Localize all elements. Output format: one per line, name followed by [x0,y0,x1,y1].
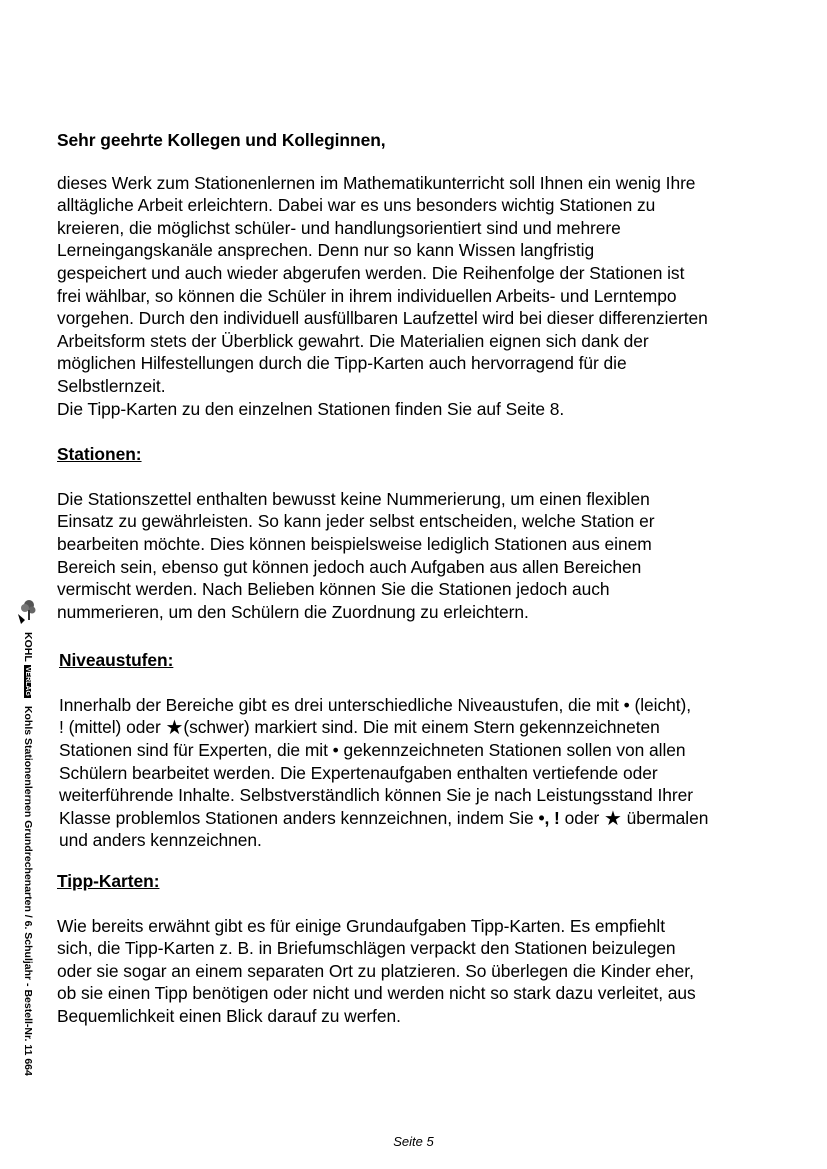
tipp-karten-line: Wie bereits erwähnt gibt es für einige Grundaufgaben Tipp-Karten. Es empfiehlt [57,915,666,936]
text-segment: oder [559,807,604,828]
tipp-karten-line: sich, die Tipp-Karten z. B. in Briefumschlägen verpackt den Stationen beizulegen [57,938,676,959]
publisher-sidebar [14,598,36,1098]
niveaustufen-line: Innerhalb der Bereiche gibt es drei unterschiedliche Niveaustufen, die mit • (leicht), [59,694,692,715]
stationen-line: Bereich sein, ebenso gut können jedoch auch Aufgaben aus allen Bereichen [57,556,642,577]
section-title-tipp-karten: Tipp-Karten: [57,871,160,892]
section-title-stationen: Stationen: [57,444,142,465]
niveaustufen-line [59,716,802,739]
niveaustufen-paragraph [59,694,802,852]
niveaustufen-line: Schülern bearbeitet werden. Die Expertenaufgaben enthalten vertiefende oder [59,762,658,783]
intro-line: Selbstlernzeit. [57,375,166,396]
stationen-line: bearbeiten möchte. Dies können beispielsweise lediglich Stationen aus einem [57,533,652,554]
intro-line: Lerneingangskanäle ansprechen. Denn nur so kann Wissen langfristig [57,240,595,261]
greeting-heading: Sehr geehrte Kollegen und Kolleginnen, [57,130,386,150]
section-title-niveaustufen: Niveaustufen: [59,650,174,671]
brand-name: KOHL [22,632,34,662]
stationen-line: vermischt werden. Nach Belieben können Sie die Stationen jedoch auch [57,579,610,600]
stationen-line: Einsatz zu gewährleisten. So kann jeder selbst entscheiden, welche Station er [57,511,655,532]
niveaustufen-line [59,807,802,830]
intro-line: gespeichert und auch wieder abgerufen werden. Die Reihenfolge der Stationen ist [57,262,685,283]
tipp-karten-line: Bequemlichkeit einen Blick darauf zu werfen. [57,1006,401,1026]
intro-line: vorgehen. Durch den individuell ausfüllbaren Laufzettel wird bei dieser differenzierten [57,308,708,329]
niveaustufen-line: und anders kennzeichnen. [59,830,262,851]
intro-paragraph [57,172,802,421]
brand-box: VERLAG [24,666,31,696]
tipp-karten-paragraph [57,915,802,1028]
intro-line: frei wählbar, so können die Schüler in ihrem individuellen Arbeits- und Lerntempo [57,285,677,306]
star-icon: ★ [165,717,184,740]
niveaustufen-line: Stationen sind für Experten, die mit • gekennzeichneten Stationen sollen von allen [59,740,686,761]
intro-line: alltägliche Arbeit erleichtern. Dabei war es uns besonders wichtig Stationen zu [57,195,656,216]
text-segment: ! (mittel) oder [59,717,166,738]
intro-line: kreieren, die möglichst schüler- und handlungsorientiert sind und mehrere [57,217,621,238]
tipp-karten-line: ob sie einen Tipp benötigen oder nicht und werden nicht so stark dazu verleitet, aus [57,983,696,1004]
stationen-line: nummerieren, um den Schülern die Zuordnung zu erleichtern. [57,601,529,622]
stationen-line: Die Stationszettel enthalten bewusst keine Nummerierung, um einen flexiblen [57,488,650,509]
sidebar-text [22,632,34,1076]
intro-line: Die Tipp-Karten zu den einzelnen Stationen finden Sie auf Seite 8. [57,398,565,419]
page-number: Seite 5 [393,1134,434,1149]
intro-line: Arbeitsform stets der Überblick gewahrt. Die Materialien eignen sich dank der [57,330,649,351]
text-segment: (schwer) markiert sind. Die mit einem Stern gekennzeichneten [183,717,660,738]
text-segment: übermalen [621,807,709,828]
document-body [57,129,802,1028]
series-info: Kohls Stationenlernen Grundrechenarten / 6. Schuljahr - Bestell-Nr. 11 664 [22,705,34,1076]
text-segment: Klasse problemlos Stationen anders kennzeichnen, indem Sie [59,807,539,828]
star-icon: ★ [603,807,622,830]
intro-line: möglichen Hilfestellungen durch die Tipp-Karten auch hervorragend für die [57,353,627,374]
level-symbols: •, ! [538,807,560,828]
publisher-logo-icon [16,598,36,628]
tipp-karten-line: oder sie sogar an einem separaten Ort zu platzieren. So überlegen die Kinder eher, [57,960,694,981]
niveaustufen-line: weiterführende Inhalte. Selbstverständlich können Sie je nach Leistungsstand Ihrer [59,785,693,806]
intro-line: dieses Werk zum Stationenlernen im Mathematikunterricht soll Ihnen ein wenig Ihre [57,172,696,193]
stationen-paragraph [57,488,802,624]
